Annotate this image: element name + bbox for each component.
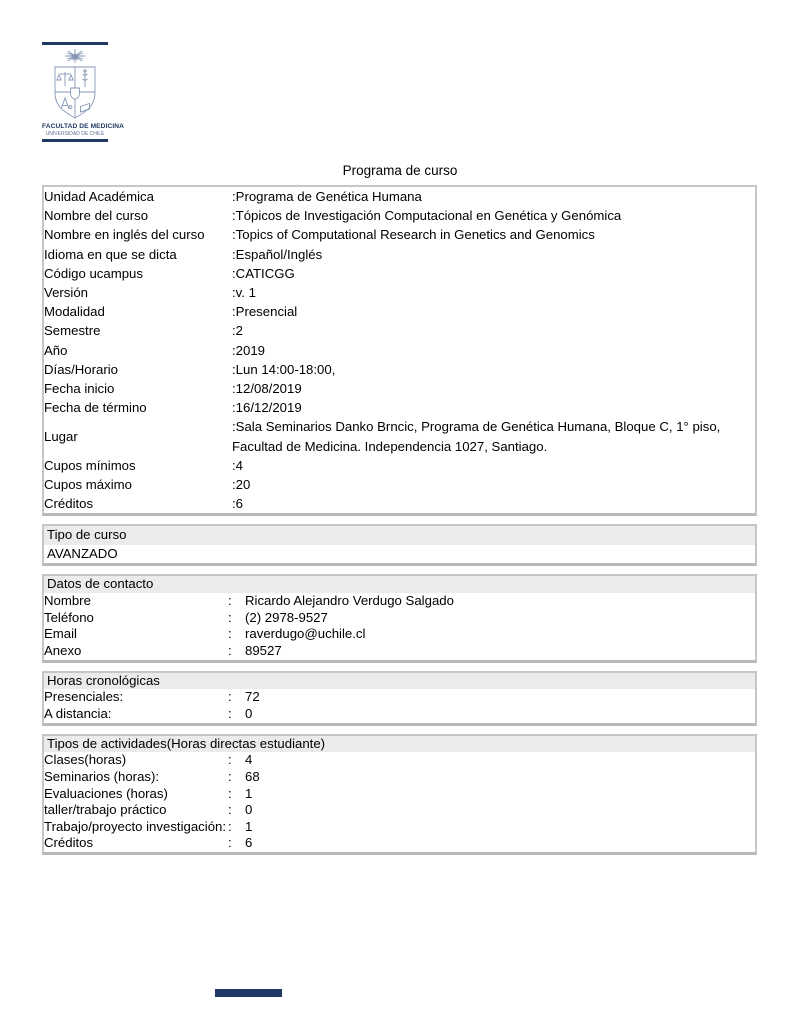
field-label: taller/trabajo práctico bbox=[44, 802, 167, 818]
field-label: Nombre en inglés del curso bbox=[44, 227, 205, 243]
crest-book-icon bbox=[81, 104, 90, 113]
table-row bbox=[44, 494, 755, 513]
field-value: 1 bbox=[245, 818, 253, 834]
field-value: :Lun 14:00-18:00, bbox=[232, 361, 336, 377]
field-label: Modalidad bbox=[44, 304, 105, 320]
colon-separator: : bbox=[228, 818, 232, 834]
field-label: Días/Horario bbox=[44, 361, 119, 377]
page-footer-rule bbox=[215, 989, 282, 997]
logo-rule-top bbox=[42, 42, 108, 45]
colon-separator: : bbox=[228, 689, 232, 705]
field-value: 89527 bbox=[245, 643, 282, 659]
field-label: Teléfono bbox=[44, 609, 94, 625]
colon-separator: : bbox=[228, 643, 232, 659]
field-value: :12/08/2019 bbox=[232, 381, 302, 397]
field-label: Año bbox=[44, 342, 68, 358]
field-value: :Tópicos de Investigación Computacional en Genética y Genómica bbox=[232, 208, 622, 224]
field-label: Fecha inicio bbox=[44, 381, 115, 397]
field-value: 0 bbox=[245, 706, 253, 722]
table-row bbox=[44, 321, 755, 340]
field-label: Semestre bbox=[44, 323, 101, 339]
field-label: Créditos bbox=[44, 496, 94, 512]
table-row bbox=[44, 379, 755, 398]
field-value: :Programa de Genética Humana bbox=[232, 189, 422, 204]
colon-separator: : bbox=[228, 706, 232, 722]
field-label: A distancia: bbox=[44, 706, 112, 722]
colon-separator: : bbox=[228, 752, 232, 768]
crest-compass-icon bbox=[61, 98, 72, 109]
university-crest-icon bbox=[48, 48, 102, 122]
table-row bbox=[44, 245, 755, 264]
table-row bbox=[44, 626, 755, 643]
crest-staff-icon bbox=[83, 70, 88, 87]
colon-separator: : bbox=[228, 609, 232, 625]
table-row bbox=[44, 643, 755, 660]
logo-faculty-name: FACULTAD DE MEDICINA bbox=[42, 123, 124, 130]
table-row bbox=[44, 283, 755, 302]
field-label: Seminarios (horas): bbox=[44, 769, 160, 784]
table-row bbox=[44, 341, 755, 360]
table-row bbox=[44, 610, 755, 627]
field-label: Versión bbox=[44, 285, 88, 301]
field-value: 4 bbox=[245, 752, 253, 768]
field-label: Nombre del curso bbox=[44, 208, 149, 224]
logo-university-name: UNIVERSIDAD DE CHILE bbox=[45, 131, 105, 137]
field-label: Trabajo/proyecto investigación: bbox=[44, 818, 227, 834]
table-row bbox=[44, 835, 755, 852]
field-label: Cupos mínimos bbox=[44, 457, 136, 473]
field-label: Nombre bbox=[44, 593, 91, 609]
field-label: Fecha de término bbox=[44, 400, 147, 416]
table-row bbox=[44, 786, 755, 803]
field-value: Ricardo Alejandro Verdugo Salgado bbox=[245, 593, 454, 609]
chronological-hours-table bbox=[42, 671, 757, 726]
table-row bbox=[44, 545, 755, 564]
crest-inner-shield bbox=[71, 88, 80, 100]
table-row bbox=[44, 264, 755, 283]
field-label: Código ucampus bbox=[44, 265, 143, 281]
table-row bbox=[44, 475, 755, 494]
table-row bbox=[44, 769, 755, 786]
field-label: Email bbox=[44, 626, 77, 642]
field-label: Unidad Académica bbox=[44, 189, 154, 204]
page-title: Programa de curso bbox=[342, 163, 458, 178]
field-label: Evaluaciones (horas) bbox=[44, 785, 168, 801]
field-label: Anexo bbox=[44, 643, 82, 659]
table-row bbox=[44, 689, 755, 706]
logo-rule-bottom bbox=[42, 139, 108, 142]
field-value: :20 bbox=[232, 477, 251, 493]
field-value: 1 bbox=[245, 785, 253, 801]
field-label: Lugar bbox=[44, 429, 78, 445]
table-row bbox=[44, 360, 755, 379]
field-value: :2019 bbox=[232, 342, 266, 358]
course-info-table bbox=[42, 185, 757, 516]
field-value: :2 bbox=[232, 323, 243, 339]
field-value: :Español/Inglés bbox=[232, 246, 323, 262]
table-row bbox=[44, 706, 755, 723]
colon-separator: : bbox=[228, 626, 232, 642]
section-header: Tipos de actividades(Horas directas estudiante) bbox=[44, 736, 755, 753]
table-row bbox=[44, 752, 755, 769]
field-value: 6 bbox=[245, 835, 253, 851]
field-value: 0 bbox=[245, 802, 253, 818]
course-type-value: AVANZADO bbox=[47, 545, 118, 561]
field-value: (2) 2978-9527 bbox=[245, 609, 328, 625]
table-row bbox=[44, 819, 755, 836]
field-value: :4 bbox=[232, 457, 243, 473]
field-label: Idioma en que se dicta bbox=[44, 246, 177, 262]
field-label: Créditos bbox=[44, 835, 94, 851]
course-type-table bbox=[42, 524, 757, 566]
field-value: :Presencial bbox=[232, 304, 298, 320]
field-value: :CATICGG bbox=[232, 265, 295, 281]
table-row bbox=[44, 593, 755, 610]
table-row bbox=[44, 302, 755, 321]
colon-separator: : bbox=[228, 785, 232, 801]
field-value: 68 bbox=[245, 769, 260, 784]
field-value: :Sala Seminarios Danko Brncic, Programa de Genética Humana, Bloque C, 1° piso, Facultad de Medicina. Independencia 1027, Santiago. bbox=[232, 419, 721, 454]
field-value: 72 bbox=[245, 689, 260, 705]
table-row bbox=[44, 802, 755, 819]
table-row bbox=[44, 398, 755, 417]
field-value: :16/12/2019 bbox=[232, 400, 302, 416]
table-row bbox=[44, 456, 755, 475]
table-row bbox=[44, 206, 755, 225]
table-row bbox=[44, 187, 755, 206]
table-row bbox=[44, 225, 755, 244]
email-value: raverdugo@uchile.cl bbox=[245, 626, 366, 642]
contact-table bbox=[42, 574, 757, 662]
colon-separator: : bbox=[228, 802, 232, 818]
field-value: :Topics of Computational Research in Genetics and Genomics bbox=[232, 227, 595, 243]
section-header: Horas cronológicas bbox=[44, 673, 755, 690]
table-row bbox=[44, 417, 755, 455]
section-header: Tipo de curso bbox=[44, 526, 755, 545]
tables-container bbox=[0, 185, 800, 863]
field-label: Presenciales: bbox=[44, 689, 124, 705]
faculty-logo bbox=[42, 42, 124, 142]
crest-scales-icon bbox=[57, 72, 73, 86]
colon-separator: : bbox=[228, 835, 232, 851]
section-header: Datos de contacto bbox=[44, 576, 755, 593]
colon-separator: : bbox=[228, 593, 232, 609]
field-label: Cupos máximo bbox=[44, 477, 132, 493]
field-value: :6 bbox=[232, 496, 243, 512]
colon-separator: : bbox=[228, 769, 232, 784]
field-value: :v. 1 bbox=[232, 285, 256, 301]
activity-types-table bbox=[42, 734, 757, 855]
field-label: Clases(horas) bbox=[44, 752, 127, 768]
